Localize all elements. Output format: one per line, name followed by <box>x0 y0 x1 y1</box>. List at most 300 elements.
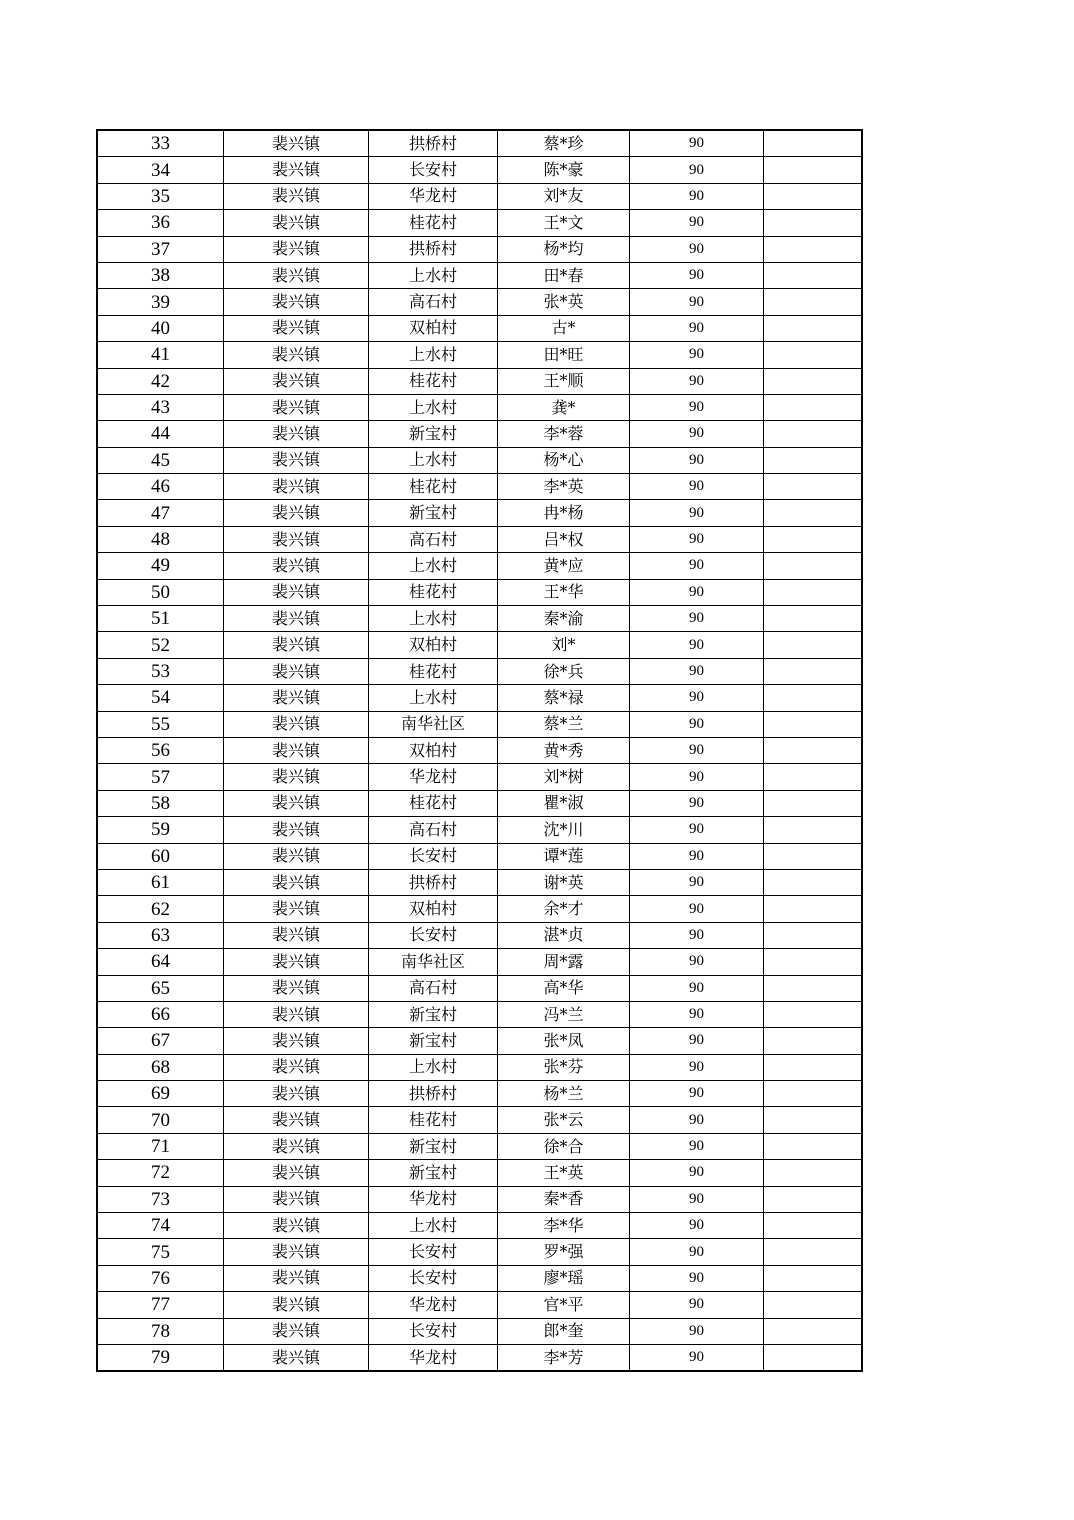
town-cell: 裴兴镇 <box>224 130 369 157</box>
village-cell: 高石村 <box>369 526 498 552</box>
town-cell: 裴兴镇 <box>224 315 369 341</box>
table-row <box>97 447 862 473</box>
town-cell: 裴兴镇 <box>224 368 369 394</box>
row-number-cell: 78 <box>97 1318 224 1344</box>
note-cell <box>764 975 863 1001</box>
table-row <box>97 658 862 684</box>
village-cell: 拱桥村 <box>369 236 498 262</box>
town-cell: 裴兴镇 <box>224 737 369 763</box>
table-row <box>97 869 862 895</box>
table-row <box>97 975 862 1001</box>
table-row <box>97 685 862 711</box>
score-cell: 90 <box>630 1344 764 1371</box>
town-cell: 裴兴镇 <box>224 1107 369 1133</box>
table-row <box>97 1054 862 1080</box>
table-row <box>97 606 862 632</box>
row-number-cell: 58 <box>97 790 224 816</box>
row-number-cell: 49 <box>97 553 224 579</box>
row-number-cell: 59 <box>97 817 224 843</box>
village-cell: 华龙村 <box>369 183 498 209</box>
person-name-cell: 陈*豪 <box>498 157 630 183</box>
table-row <box>97 210 862 236</box>
note-cell <box>764 1081 863 1107</box>
village-cell: 桂花村 <box>369 474 498 500</box>
village-cell: 拱桥村 <box>369 869 498 895</box>
row-number-cell: 61 <box>97 869 224 895</box>
note-cell <box>764 764 863 790</box>
score-cell: 90 <box>630 1028 764 1054</box>
person-name-cell: 廖*瑶 <box>498 1265 630 1291</box>
person-name-cell: 龚* <box>498 394 630 420</box>
row-number-cell: 79 <box>97 1344 224 1371</box>
person-name-cell: 郎*奎 <box>498 1318 630 1344</box>
note-cell <box>764 1160 863 1186</box>
score-cell: 90 <box>630 1186 764 1212</box>
row-number-cell: 74 <box>97 1213 224 1239</box>
score-cell: 90 <box>630 1001 764 1027</box>
table-row <box>97 1239 862 1265</box>
town-cell: 裴兴镇 <box>224 975 369 1001</box>
person-name-cell: 李*蓉 <box>498 421 630 447</box>
village-cell: 桂花村 <box>369 658 498 684</box>
town-cell: 裴兴镇 <box>224 1265 369 1291</box>
note-cell <box>764 869 863 895</box>
table-row <box>97 922 862 948</box>
score-cell: 90 <box>630 421 764 447</box>
town-cell: 裴兴镇 <box>224 342 369 368</box>
table-row <box>97 579 862 605</box>
person-name-cell: 吕*权 <box>498 526 630 552</box>
village-cell: 双柏村 <box>369 315 498 341</box>
table-row <box>97 632 862 658</box>
town-cell: 裴兴镇 <box>224 949 369 975</box>
town-cell: 裴兴镇 <box>224 421 369 447</box>
village-cell: 上水村 <box>369 394 498 420</box>
village-cell: 新宝村 <box>369 1001 498 1027</box>
town-cell: 裴兴镇 <box>224 157 369 183</box>
person-name-cell: 田*旺 <box>498 342 630 368</box>
person-name-cell: 田*春 <box>498 262 630 288</box>
person-name-cell: 谭*莲 <box>498 843 630 869</box>
score-cell: 90 <box>630 843 764 869</box>
note-cell <box>764 394 863 420</box>
row-number-cell: 45 <box>97 447 224 473</box>
village-cell: 新宝村 <box>369 500 498 526</box>
person-name-cell: 张*芬 <box>498 1054 630 1080</box>
table-row <box>97 1081 862 1107</box>
score-cell: 90 <box>630 790 764 816</box>
score-cell: 90 <box>630 447 764 473</box>
person-name-cell: 徐*合 <box>498 1133 630 1159</box>
village-cell: 上水村 <box>369 262 498 288</box>
person-name-cell: 周*露 <box>498 949 630 975</box>
village-cell: 长安村 <box>369 1265 498 1291</box>
village-cell: 华龙村 <box>369 1344 498 1371</box>
table-row <box>97 474 862 500</box>
score-cell: 90 <box>630 289 764 315</box>
village-cell: 新宝村 <box>369 1160 498 1186</box>
person-name-cell: 杨*兰 <box>498 1081 630 1107</box>
score-cell: 90 <box>630 1133 764 1159</box>
row-number-cell: 46 <box>97 474 224 500</box>
village-cell: 长安村 <box>369 922 498 948</box>
person-name-cell: 沈*川 <box>498 817 630 843</box>
person-name-cell: 王*顺 <box>498 368 630 394</box>
town-cell: 裴兴镇 <box>224 658 369 684</box>
table-row <box>97 1186 862 1212</box>
person-name-cell: 秦*香 <box>498 1186 630 1212</box>
town-cell: 裴兴镇 <box>224 289 369 315</box>
score-cell: 90 <box>630 711 764 737</box>
town-cell: 裴兴镇 <box>224 632 369 658</box>
person-name-cell: 余*才 <box>498 896 630 922</box>
table-row <box>97 526 862 552</box>
village-cell: 桂花村 <box>369 790 498 816</box>
row-number-cell: 62 <box>97 896 224 922</box>
person-name-cell: 王*英 <box>498 1160 630 1186</box>
table-row <box>97 1133 862 1159</box>
person-name-cell: 古* <box>498 315 630 341</box>
row-number-cell: 37 <box>97 236 224 262</box>
note-cell <box>764 790 863 816</box>
person-name-cell: 谢*英 <box>498 869 630 895</box>
note-cell <box>764 843 863 869</box>
village-cell: 上水村 <box>369 606 498 632</box>
village-cell: 上水村 <box>369 553 498 579</box>
note-cell <box>764 289 863 315</box>
table-row <box>97 1292 862 1318</box>
table-row <box>97 1344 862 1371</box>
score-cell: 90 <box>630 606 764 632</box>
village-cell: 上水村 <box>369 342 498 368</box>
note-cell <box>764 737 863 763</box>
village-cell: 新宝村 <box>369 421 498 447</box>
score-cell: 90 <box>630 394 764 420</box>
person-name-cell: 杨*均 <box>498 236 630 262</box>
town-cell: 裴兴镇 <box>224 447 369 473</box>
row-number-cell: 72 <box>97 1160 224 1186</box>
score-cell: 90 <box>630 1213 764 1239</box>
row-number-cell: 48 <box>97 526 224 552</box>
score-cell: 90 <box>630 949 764 975</box>
row-number-cell: 56 <box>97 737 224 763</box>
note-cell <box>764 1186 863 1212</box>
score-cell: 90 <box>630 737 764 763</box>
town-cell: 裴兴镇 <box>224 500 369 526</box>
town-cell: 裴兴镇 <box>224 183 369 209</box>
score-cell: 90 <box>630 1081 764 1107</box>
note-cell <box>764 1265 863 1291</box>
table-row <box>97 843 862 869</box>
score-cell: 90 <box>630 764 764 790</box>
person-name-cell: 秦*渝 <box>498 606 630 632</box>
score-cell: 90 <box>630 1292 764 1318</box>
row-number-cell: 44 <box>97 421 224 447</box>
table-row <box>97 342 862 368</box>
village-cell: 长安村 <box>369 843 498 869</box>
town-cell: 裴兴镇 <box>224 1081 369 1107</box>
town-cell: 裴兴镇 <box>224 869 369 895</box>
town-cell: 裴兴镇 <box>224 1001 369 1027</box>
village-cell: 长安村 <box>369 157 498 183</box>
table-row <box>97 1160 862 1186</box>
village-cell: 新宝村 <box>369 1133 498 1159</box>
person-name-cell: 蔡*兰 <box>498 711 630 737</box>
score-cell: 90 <box>630 526 764 552</box>
town-cell: 裴兴镇 <box>224 236 369 262</box>
town-cell: 裴兴镇 <box>224 1028 369 1054</box>
note-cell <box>764 658 863 684</box>
row-number-cell: 70 <box>97 1107 224 1133</box>
person-name-cell: 张*凤 <box>498 1028 630 1054</box>
note-cell <box>764 685 863 711</box>
note-cell <box>764 210 863 236</box>
row-number-cell: 77 <box>97 1292 224 1318</box>
note-cell <box>764 526 863 552</box>
table-row <box>97 262 862 288</box>
note-cell <box>764 632 863 658</box>
score-cell: 90 <box>630 262 764 288</box>
table-row <box>97 1213 862 1239</box>
row-number-cell: 67 <box>97 1028 224 1054</box>
table-row <box>97 130 862 157</box>
town-cell: 裴兴镇 <box>224 1213 369 1239</box>
village-cell: 高石村 <box>369 975 498 1001</box>
score-cell: 90 <box>630 1054 764 1080</box>
row-number-cell: 50 <box>97 579 224 605</box>
score-cell: 90 <box>630 210 764 236</box>
note-cell <box>764 896 863 922</box>
score-cell: 90 <box>630 236 764 262</box>
table-row <box>97 711 862 737</box>
person-name-cell: 高*华 <box>498 975 630 1001</box>
row-number-cell: 52 <box>97 632 224 658</box>
town-cell: 裴兴镇 <box>224 579 369 605</box>
town-cell: 裴兴镇 <box>224 262 369 288</box>
town-cell: 裴兴镇 <box>224 553 369 579</box>
village-cell: 拱桥村 <box>369 130 498 157</box>
note-cell <box>764 368 863 394</box>
person-name-cell: 徐*兵 <box>498 658 630 684</box>
town-cell: 裴兴镇 <box>224 817 369 843</box>
person-name-cell: 湛*贞 <box>498 922 630 948</box>
village-cell: 高石村 <box>369 289 498 315</box>
note-cell <box>764 1318 863 1344</box>
score-cell: 90 <box>630 553 764 579</box>
note-cell <box>764 342 863 368</box>
village-cell: 高石村 <box>369 817 498 843</box>
note-cell <box>764 579 863 605</box>
town-cell: 裴兴镇 <box>224 685 369 711</box>
town-cell: 裴兴镇 <box>224 711 369 737</box>
village-cell: 长安村 <box>369 1318 498 1344</box>
town-cell: 裴兴镇 <box>224 1344 369 1371</box>
person-name-cell: 刘*友 <box>498 183 630 209</box>
person-name-cell: 杨*心 <box>498 447 630 473</box>
row-number-cell: 55 <box>97 711 224 737</box>
table-row <box>97 896 862 922</box>
row-number-cell: 51 <box>97 606 224 632</box>
town-cell: 裴兴镇 <box>224 1318 369 1344</box>
row-number-cell: 39 <box>97 289 224 315</box>
town-cell: 裴兴镇 <box>224 790 369 816</box>
table-body <box>97 130 862 1371</box>
note-cell <box>764 130 863 157</box>
person-name-cell: 李*华 <box>498 1213 630 1239</box>
village-cell: 上水村 <box>369 1213 498 1239</box>
village-cell: 长安村 <box>369 1239 498 1265</box>
table-row <box>97 500 862 526</box>
person-name-cell: 李*英 <box>498 474 630 500</box>
table-row <box>97 790 862 816</box>
note-cell <box>764 553 863 579</box>
row-number-cell: 43 <box>97 394 224 420</box>
row-number-cell: 76 <box>97 1265 224 1291</box>
table-row <box>97 949 862 975</box>
score-cell: 90 <box>630 685 764 711</box>
village-cell: 上水村 <box>369 447 498 473</box>
score-cell: 90 <box>630 658 764 684</box>
person-name-cell: 冯*兰 <box>498 1001 630 1027</box>
table-row <box>97 1028 862 1054</box>
table-row <box>97 1107 862 1133</box>
table-row <box>97 236 862 262</box>
table-row <box>97 817 862 843</box>
table-row <box>97 737 862 763</box>
town-cell: 裴兴镇 <box>224 896 369 922</box>
village-cell: 拱桥村 <box>369 1081 498 1107</box>
note-cell <box>764 1344 863 1371</box>
row-number-cell: 35 <box>97 183 224 209</box>
village-cell: 双柏村 <box>369 737 498 763</box>
note-cell <box>764 606 863 632</box>
score-cell: 90 <box>630 1107 764 1133</box>
row-number-cell: 75 <box>97 1239 224 1265</box>
row-number-cell: 54 <box>97 685 224 711</box>
village-cell: 桂花村 <box>369 368 498 394</box>
row-number-cell: 42 <box>97 368 224 394</box>
table-row <box>97 1265 862 1291</box>
row-number-cell: 63 <box>97 922 224 948</box>
person-name-cell: 罗*强 <box>498 1239 630 1265</box>
table-row <box>97 183 862 209</box>
note-cell <box>764 421 863 447</box>
village-cell: 桂花村 <box>369 210 498 236</box>
row-number-cell: 71 <box>97 1133 224 1159</box>
town-cell: 裴兴镇 <box>224 922 369 948</box>
score-cell: 90 <box>630 500 764 526</box>
note-cell <box>764 447 863 473</box>
score-cell: 90 <box>630 922 764 948</box>
row-number-cell: 33 <box>97 130 224 157</box>
score-cell: 90 <box>630 368 764 394</box>
table-row <box>97 1318 862 1344</box>
note-cell <box>764 315 863 341</box>
person-name-cell: 张*英 <box>498 289 630 315</box>
row-number-cell: 60 <box>97 843 224 869</box>
row-number-cell: 73 <box>97 1186 224 1212</box>
village-cell: 新宝村 <box>369 1028 498 1054</box>
person-name-cell: 官*平 <box>498 1292 630 1318</box>
table-row <box>97 368 862 394</box>
village-cell: 南华社区 <box>369 711 498 737</box>
data-table <box>96 129 863 1372</box>
village-cell: 双柏村 <box>369 896 498 922</box>
note-cell <box>764 474 863 500</box>
person-name-cell: 王*华 <box>498 579 630 605</box>
note-cell <box>764 157 863 183</box>
person-name-cell: 刘* <box>498 632 630 658</box>
village-cell: 南华社区 <box>369 949 498 975</box>
table-row <box>97 553 862 579</box>
score-cell: 90 <box>630 315 764 341</box>
score-cell: 90 <box>630 157 764 183</box>
town-cell: 裴兴镇 <box>224 1054 369 1080</box>
row-number-cell: 53 <box>97 658 224 684</box>
person-name-cell: 刘*树 <box>498 764 630 790</box>
row-number-cell: 65 <box>97 975 224 1001</box>
town-cell: 裴兴镇 <box>224 606 369 632</box>
table-row <box>97 421 862 447</box>
score-cell: 90 <box>630 342 764 368</box>
village-cell: 双柏村 <box>369 632 498 658</box>
town-cell: 裴兴镇 <box>224 1239 369 1265</box>
score-cell: 90 <box>630 183 764 209</box>
table-row <box>97 1001 862 1027</box>
table-row <box>97 315 862 341</box>
score-cell: 90 <box>630 474 764 500</box>
note-cell <box>764 1133 863 1159</box>
table-row <box>97 289 862 315</box>
score-cell: 90 <box>630 975 764 1001</box>
note-cell <box>764 1028 863 1054</box>
note-cell <box>764 1001 863 1027</box>
note-cell <box>764 922 863 948</box>
row-number-cell: 66 <box>97 1001 224 1027</box>
score-cell: 90 <box>630 1265 764 1291</box>
person-name-cell: 瞿*淑 <box>498 790 630 816</box>
village-cell: 桂花村 <box>369 1107 498 1133</box>
person-name-cell: 冉*杨 <box>498 500 630 526</box>
person-name-cell: 黄*秀 <box>498 737 630 763</box>
row-number-cell: 40 <box>97 315 224 341</box>
score-cell: 90 <box>630 869 764 895</box>
town-cell: 裴兴镇 <box>224 843 369 869</box>
score-cell: 90 <box>630 896 764 922</box>
person-name-cell: 蔡*珍 <box>498 130 630 157</box>
row-number-cell: 38 <box>97 262 224 288</box>
note-cell <box>764 711 863 737</box>
village-cell: 上水村 <box>369 1054 498 1080</box>
note-cell <box>764 1107 863 1133</box>
row-number-cell: 64 <box>97 949 224 975</box>
row-number-cell: 36 <box>97 210 224 236</box>
town-cell: 裴兴镇 <box>224 474 369 500</box>
table-row <box>97 394 862 420</box>
note-cell <box>764 1239 863 1265</box>
note-cell <box>764 183 863 209</box>
row-number-cell: 68 <box>97 1054 224 1080</box>
village-cell: 桂花村 <box>369 579 498 605</box>
table-row <box>97 764 862 790</box>
village-cell: 华龙村 <box>369 1292 498 1318</box>
town-cell: 裴兴镇 <box>224 526 369 552</box>
note-cell <box>764 817 863 843</box>
town-cell: 裴兴镇 <box>224 1292 369 1318</box>
town-cell: 裴兴镇 <box>224 1133 369 1159</box>
row-number-cell: 34 <box>97 157 224 183</box>
village-cell: 上水村 <box>369 685 498 711</box>
